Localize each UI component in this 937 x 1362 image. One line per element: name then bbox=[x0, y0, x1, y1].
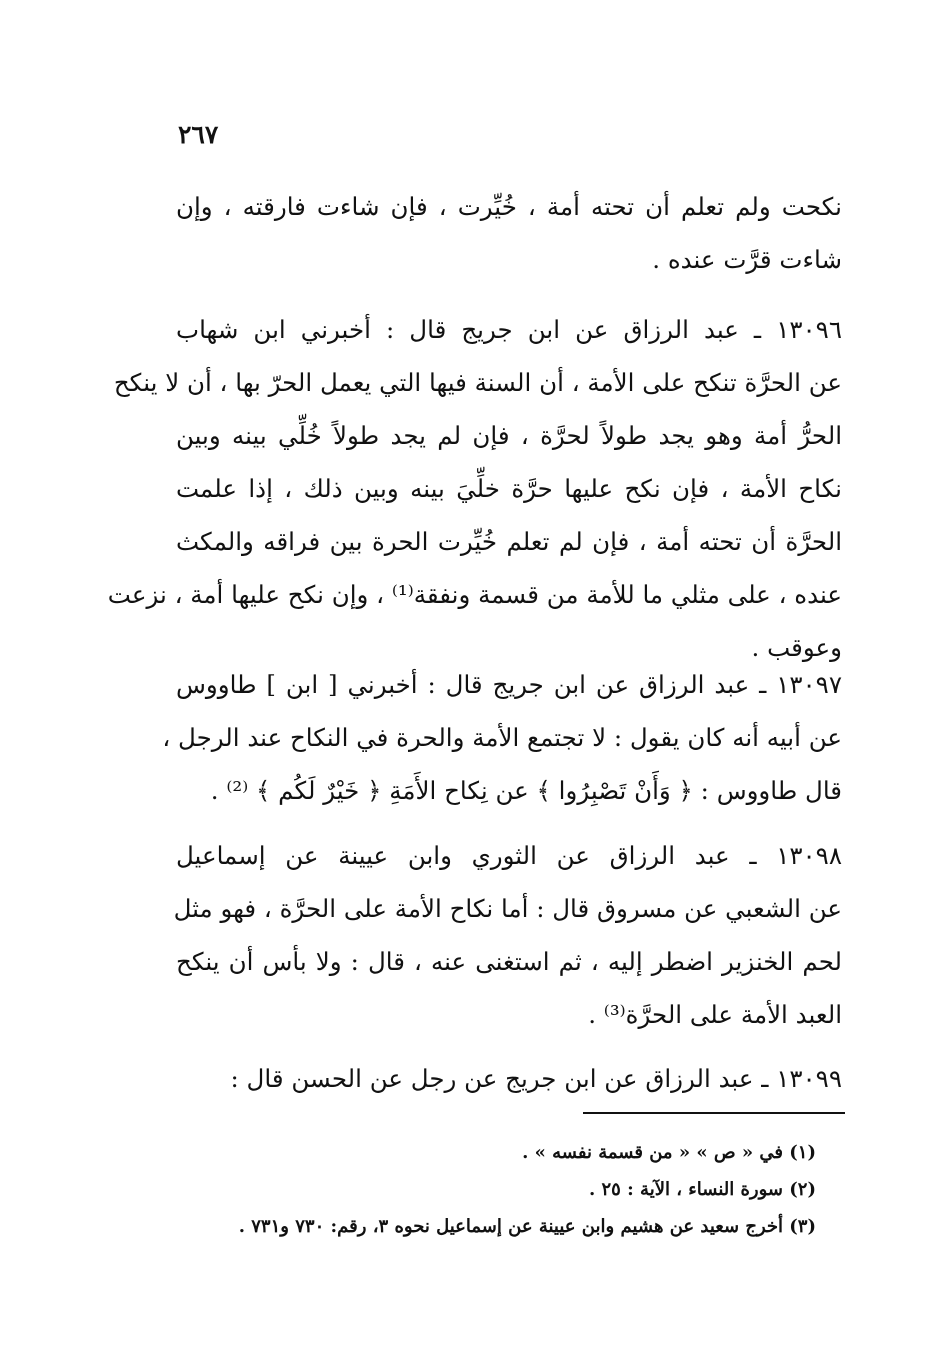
paragraph-continuation bbox=[176, 180, 842, 286]
text-line: لحم الخنزير اضطر إليه ، ثم استغنى عنه ، قال : ولا بأس أن ينكح bbox=[176, 947, 842, 976]
footnote: (٢) سورة النساء ، الآية : ٢٥ . bbox=[588, 1179, 816, 1200]
text-line: شاءت قرَّت عنده . bbox=[652, 245, 842, 274]
text-line: عن الحرَّة تنكح على الأمة ، أن السنة فيها التي يعمل الحرّ بها ، أن لا ينكح bbox=[113, 368, 842, 397]
text-line: عنده ، على مثلي ما للأمة من قسمة ونفقة⁽¹⁾ ، وإن نكح عليها أمة ، نزعت bbox=[107, 580, 842, 609]
text-line: نكاح الأمة ، فإن نكح عليها حرَّة خلِّيَ بينه وبين ذلك ، إذا علمت bbox=[176, 474, 842, 503]
text-line: وعوقب . bbox=[751, 633, 842, 662]
page-number: ٢٦٧ bbox=[178, 120, 219, 149]
text-line: العبد الأمة على الحرَّة⁽³⁾ . bbox=[588, 1000, 842, 1029]
text-line: ١٣٠٩٩ ـ عبد الرزاق عن ابن جريج عن رجل عن الحسن قال : bbox=[230, 1064, 842, 1093]
hadith-13097 bbox=[162, 658, 842, 817]
text-line: ١٣٠٩٨ ـ عبد الرزاق عن الثوري وابن عيينة عن إسماعيل bbox=[176, 841, 842, 870]
hadith-13096 bbox=[107, 303, 842, 674]
text-line: ١٣٠٩٧ ـ عبد الرزاق عن ابن جريج قال : أخبرني [ ابن ] طاووس bbox=[176, 670, 842, 699]
footnote: (٣) أخرج سعيد عن هشيم وابن عيينة عن إسماعيل نحوه ٣، رقم: ٧٣٠ و٧٣١ . bbox=[238, 1216, 816, 1237]
text-line: ١٣٠٩٦ ـ عبد الرزاق عن ابن جريج قال : أخبرني ابن شهاب bbox=[176, 315, 842, 344]
footnote-separator bbox=[583, 1112, 845, 1114]
text-line: الحرُّ أمة وهو يجد طولاً لحرَّة ، فإن لم يجد طولاً خُلِّي بينه وبين bbox=[176, 421, 842, 450]
hadith-13098 bbox=[173, 829, 842, 1041]
hadith-13099 bbox=[176, 1052, 842, 1105]
text-line: قال طاووس : ﴿ وَأَنْ تَصْبِرُوا ﴾ عن نِكاح الأَمَةِ ﴿ خَيْرٌ لَكُم ﴾ ⁽²⁾ . bbox=[210, 776, 842, 805]
text-line: الحرَّة أن تحته أمة ، فإن لم تعلم خُيِّرت الحرة بين فراقه والمكث bbox=[176, 527, 842, 556]
footnotes bbox=[176, 1134, 816, 1245]
text-line: نكحت ولم تعلم أن تحته أمة ، خُيِّرت ، فإن شاءت فارقته ، وإن bbox=[176, 192, 842, 221]
text-line: عن أبيه أنه كان يقول : لا تجتمع الأمة والحرة في النكاح عند الرجل ، bbox=[162, 723, 842, 752]
footnote: (١) في « ص » « من قسمة نفسه » . bbox=[522, 1142, 816, 1163]
text-line: عن الشعبي عن مسروق قال : أما نكاح الأمة على الحرَّة ، فهو مثل bbox=[173, 894, 842, 923]
